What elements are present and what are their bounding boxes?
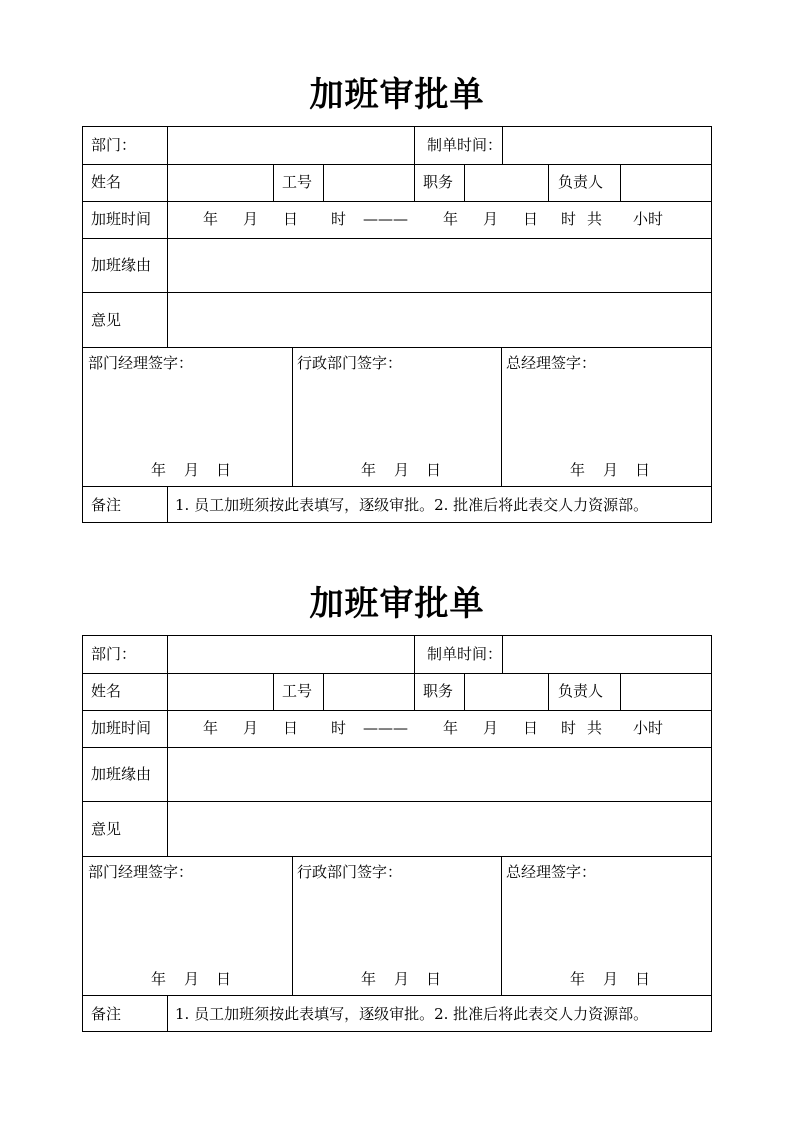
sign-year: 年 — [151, 461, 167, 479]
overtime-form-2 — [82, 579, 712, 1032]
employee-id-label: 工号 — [282, 173, 313, 191]
sign-day: 日 — [216, 970, 232, 988]
col-divider — [167, 486, 168, 522]
row-divider — [83, 710, 711, 711]
sign-day: 日 — [216, 461, 232, 479]
supervisor-label: 负责人 — [558, 173, 604, 191]
remarks-label: 备注 — [91, 496, 122, 514]
col-divider — [501, 856, 502, 995]
row-divider — [83, 486, 711, 487]
ot-year-end: 年 — [443, 719, 459, 737]
ot-day-end: 日 — [523, 719, 539, 737]
col-divider — [167, 747, 168, 856]
form-table — [82, 635, 712, 1032]
sign-month: 月 — [184, 461, 200, 479]
col-divider — [548, 673, 549, 710]
sign-day: 日 — [635, 970, 651, 988]
created-time-label: 制单时间： — [427, 645, 503, 663]
ot-dash: ——— — [363, 719, 408, 737]
general-manager-sign: 总经理签字： — [506, 863, 597, 881]
ot-month: 月 — [243, 719, 259, 737]
sign-year: 年 — [570, 970, 586, 988]
row-divider — [83, 238, 711, 239]
col-divider — [167, 636, 168, 747]
ot-month: 月 — [243, 210, 259, 228]
sign-day: 日 — [426, 461, 442, 479]
name-label: 姓名 — [91, 682, 122, 700]
reason-label: 加班缘由 — [91, 765, 152, 783]
sign-year: 年 — [361, 970, 377, 988]
col-divider — [323, 164, 324, 201]
ot-year: 年 — [203, 210, 219, 228]
sign-month: 月 — [603, 461, 619, 479]
col-divider — [323, 673, 324, 710]
remarks-text: 1. 员工加班须按此表填写，逐级审批。2. 批准后将此表交人力资源部。 — [175, 1005, 649, 1023]
col-divider — [292, 856, 293, 995]
ot-month-end: 月 — [483, 719, 499, 737]
dept-label: 部门： — [91, 136, 137, 154]
employee-id-label: 工号 — [282, 682, 313, 700]
sign-year: 年 — [361, 461, 377, 479]
row-divider — [83, 347, 711, 348]
admin-dept-sign: 行政部门签字： — [297, 863, 403, 881]
row-divider — [83, 164, 711, 165]
form-title: 加班审批单 — [309, 584, 485, 624]
name-label: 姓名 — [91, 173, 122, 191]
row-divider — [83, 673, 711, 674]
remarks-text: 1. 员工加班须按此表填写，逐级审批。2. 批准后将此表交人力资源部。 — [175, 496, 649, 514]
col-divider — [501, 347, 502, 486]
row-divider — [83, 292, 711, 293]
ot-hour-end: 时 — [561, 719, 577, 737]
ot-hour-end: 时 — [561, 210, 577, 228]
col-divider — [620, 673, 621, 710]
ot-hour: 时 — [331, 719, 347, 737]
sign-month: 月 — [603, 970, 619, 988]
col-divider — [502, 636, 503, 673]
dept-manager-sign: 部门经理签字： — [88, 863, 194, 881]
row-divider — [83, 995, 711, 996]
sign-day: 日 — [635, 461, 651, 479]
col-divider — [502, 127, 503, 164]
ot-day: 日 — [283, 210, 299, 228]
position-label: 职务 — [423, 682, 454, 700]
admin-dept-sign: 行政部门签字： — [297, 354, 403, 372]
supervisor-label: 负责人 — [558, 682, 604, 700]
dept-label: 部门： — [91, 645, 137, 663]
row-divider — [83, 747, 711, 748]
ot-hour: 时 — [331, 210, 347, 228]
overtime-label: 加班时间 — [91, 719, 152, 737]
col-divider — [167, 238, 168, 347]
ot-month-end: 月 — [483, 210, 499, 228]
col-divider — [464, 164, 465, 201]
ot-day-end: 日 — [523, 210, 539, 228]
col-divider — [292, 347, 293, 486]
dept-manager-sign: 部门经理签字： — [88, 354, 194, 372]
ot-total: 共 — [587, 719, 603, 737]
ot-day: 日 — [283, 719, 299, 737]
ot-year-end: 年 — [443, 210, 459, 228]
sign-month: 月 — [394, 970, 410, 988]
col-divider — [414, 636, 415, 710]
overtime-form-1 — [82, 70, 712, 523]
col-divider — [273, 673, 274, 710]
created-time-label: 制单时间： — [427, 136, 503, 154]
col-divider — [548, 164, 549, 201]
ot-dash: ——— — [363, 210, 408, 228]
col-divider — [620, 164, 621, 201]
form-table — [82, 126, 712, 523]
col-divider — [273, 164, 274, 201]
general-manager-sign: 总经理签字： — [506, 354, 597, 372]
sign-day: 日 — [426, 970, 442, 988]
sign-month: 月 — [394, 461, 410, 479]
sign-month: 月 — [184, 970, 200, 988]
col-divider — [414, 127, 415, 201]
ot-hours: 小时 — [633, 210, 664, 228]
ot-year: 年 — [203, 719, 219, 737]
opinion-label: 意见 — [91, 311, 122, 329]
remarks-label: 备注 — [91, 1005, 122, 1023]
reason-label: 加班缘由 — [91, 256, 152, 274]
position-label: 职务 — [423, 173, 454, 191]
ot-hours: 小时 — [633, 719, 664, 737]
sign-year: 年 — [570, 461, 586, 479]
overtime-label: 加班时间 — [91, 210, 152, 228]
opinion-label: 意见 — [91, 820, 122, 838]
col-divider — [167, 995, 168, 1031]
row-divider — [83, 201, 711, 202]
ot-total: 共 — [587, 210, 603, 228]
sign-year: 年 — [151, 970, 167, 988]
form-title: 加班审批单 — [309, 75, 485, 115]
col-divider — [464, 673, 465, 710]
col-divider — [167, 127, 168, 238]
row-divider — [83, 856, 711, 857]
row-divider — [83, 801, 711, 802]
